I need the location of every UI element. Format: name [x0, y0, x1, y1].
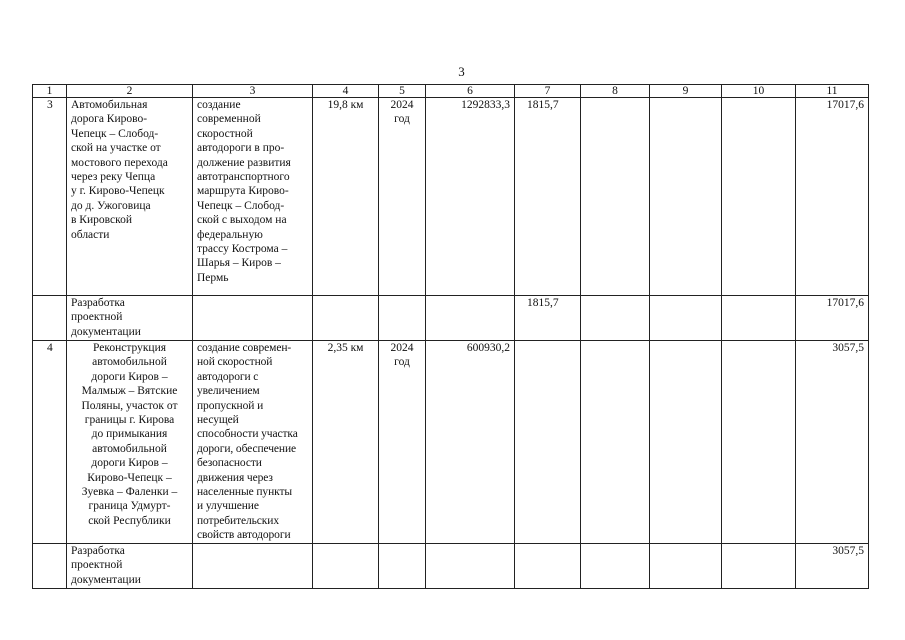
value-cell-7	[515, 341, 581, 544]
year-cell	[379, 296, 426, 341]
column-header: 11	[796, 85, 869, 98]
value-cell-10	[722, 543, 796, 588]
value-cell-10	[722, 98, 796, 296]
value-cell-11: 17017,6	[796, 98, 869, 296]
year-cell: 2024 год	[379, 98, 426, 296]
row-number-cell: 4	[33, 341, 67, 544]
value-cell-10	[722, 341, 796, 544]
column-header: 9	[650, 85, 722, 98]
value-cell-6	[426, 543, 515, 588]
table-row	[33, 296, 869, 341]
column-header: 5	[379, 85, 426, 98]
purpose-cell	[193, 296, 313, 341]
value-cell-6	[426, 296, 515, 341]
value-cell-7	[515, 543, 581, 588]
column-header: 1	[33, 85, 67, 98]
purpose-cell: создание современной скоростной автодороги в про- должение развития автотранспортного маршрута Кирово- Чепецк – Слобод- ской с выходом на федеральную трассу Кострома – Шарья – Киров – Пермь	[193, 98, 313, 296]
length-cell: 2,35 км	[313, 341, 379, 544]
object-name-cell: Автомобильная дорога Кирово- Чепецк – Слобод- ской на участке от мостового перехода через реку Чепца у г. Кирово-Чепецк до д. Ужоговица в Кировской области	[67, 98, 193, 296]
column-header: 7	[515, 85, 581, 98]
table-row	[33, 341, 869, 544]
length-cell: 19,8 км	[313, 98, 379, 296]
page-number: 3	[458, 64, 465, 79]
table-row	[33, 98, 869, 296]
object-name-cell: Реконструкция автомобильной дороги Киров – Малмыж – Вятские Поляны, участок от границы г. Кирова до примыкания автомобильной дороги Киров – Кирово-Чепецк – Зуевка – Фаленки – граница Удмурт- ской Республики	[67, 341, 193, 544]
row-number-cell	[33, 543, 67, 588]
table-row	[33, 543, 869, 588]
object-name-cell: Разработка проектной документации	[67, 296, 193, 341]
value-cell-6: 600930,2	[426, 341, 515, 544]
value-cell-8	[581, 341, 650, 544]
value-cell-8	[581, 296, 650, 341]
length-cell	[313, 296, 379, 341]
value-cell-9	[650, 543, 722, 588]
value-cell-11: 3057,5	[796, 341, 869, 544]
column-header: 2	[67, 85, 193, 98]
value-cell-6: 1292833,3	[426, 98, 515, 296]
value-cell-7: 1815,7	[515, 98, 581, 296]
value-cell-7: 1815,7	[515, 296, 581, 341]
length-cell	[313, 543, 379, 588]
column-header: 10	[722, 85, 796, 98]
purpose-cell	[193, 543, 313, 588]
column-header: 6	[426, 85, 515, 98]
purpose-cell: создание современ- ной скоростной автодороги с увеличением пропускной и несущей способности участка дороги, обеспечение безопасности движения через населенные пункты и улучшение потребительских свойств автодороги	[193, 341, 313, 544]
value-cell-8	[581, 98, 650, 296]
object-name-cell: Разработка проектной документации	[67, 543, 193, 588]
value-cell-8	[581, 543, 650, 588]
row-number-cell: 3	[33, 98, 67, 296]
table-header-row	[33, 85, 869, 98]
column-header: 8	[581, 85, 650, 98]
value-cell-10	[722, 296, 796, 341]
year-cell: 2024 год	[379, 341, 426, 544]
year-cell	[379, 543, 426, 588]
data-table	[32, 84, 869, 589]
value-cell-9	[650, 98, 722, 296]
column-header: 3	[193, 85, 313, 98]
value-cell-11: 17017,6	[796, 296, 869, 341]
row-number-cell	[33, 296, 67, 341]
value-cell-11: 3057,5	[796, 543, 869, 588]
value-cell-9	[650, 296, 722, 341]
value-cell-9	[650, 341, 722, 544]
column-header: 4	[313, 85, 379, 98]
